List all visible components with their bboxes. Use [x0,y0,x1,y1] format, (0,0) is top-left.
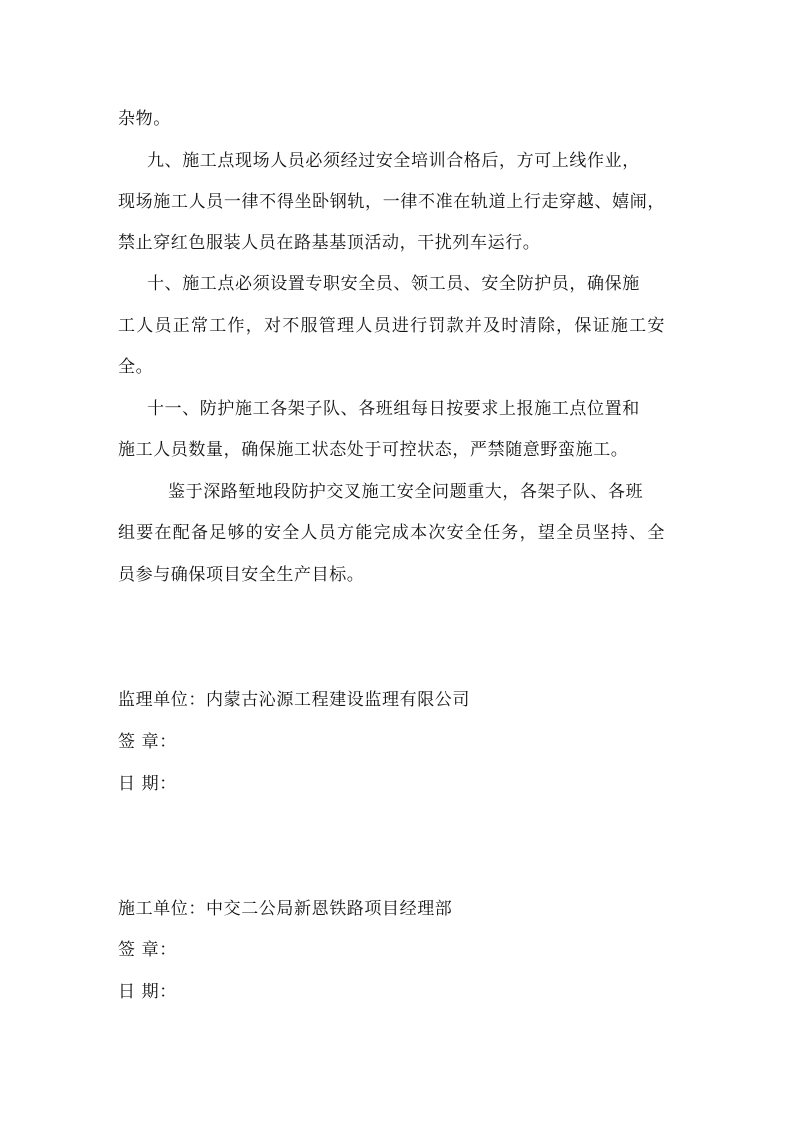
item-nine-line-3: 禁止穿红色服装人员在路基基顶活动，干扰列车运行。 [118,233,541,253]
item-ten-line-1: 十、施工点必须设置专职安全员、领工员、安全防护员，确保施 [147,274,640,294]
item-ten-line-2: 工人员正常工作，对不服管理人员进行罚款并及时清除，保证施工安 [118,316,665,336]
conclusion-line-3: 员参与确保项目安全生产目标。 [118,565,365,585]
item-nine-line-1: 九、施工点现场人员必须经过安全培训合格后，方可上线作业， [147,151,640,171]
item-eleven-line-1: 十一、防护施工各架子队、各班组每日按要求上报施工点位置和 [147,399,640,419]
conclusion-line-1: 鉴于深路堑地段防护交叉施工安全问题重大，各架子队、各班 [168,482,644,502]
item-eleven-line-2: 施工人员数量，确保施工状态处于可控状态，严禁随意野蛮施工。 [118,440,629,460]
supervision-date: 日 期： [118,774,177,794]
construction-unit: 施工单位：中交二公局新恩铁路项目经理部 [118,899,453,919]
conclusion-line-2: 组要在配备足够的安全人员方能完成本次安全任务，望全员坚持、全 [118,523,665,543]
construction-date: 日 期： [118,982,177,1002]
item-ten-line-3: 全。 [118,357,154,377]
supervision-seal: 签 章： [118,732,177,752]
construction-seal: 签 章： [118,940,177,960]
body-line-1: 杂物。 [118,109,171,129]
supervision-unit: 监理单位：内蒙古沁源工程建设监理有限公司 [118,690,470,710]
item-nine-line-2: 现场施工人员一律不得坐卧钢轨，一律不准在轨道上行走穿越、嬉闹， [118,192,665,212]
